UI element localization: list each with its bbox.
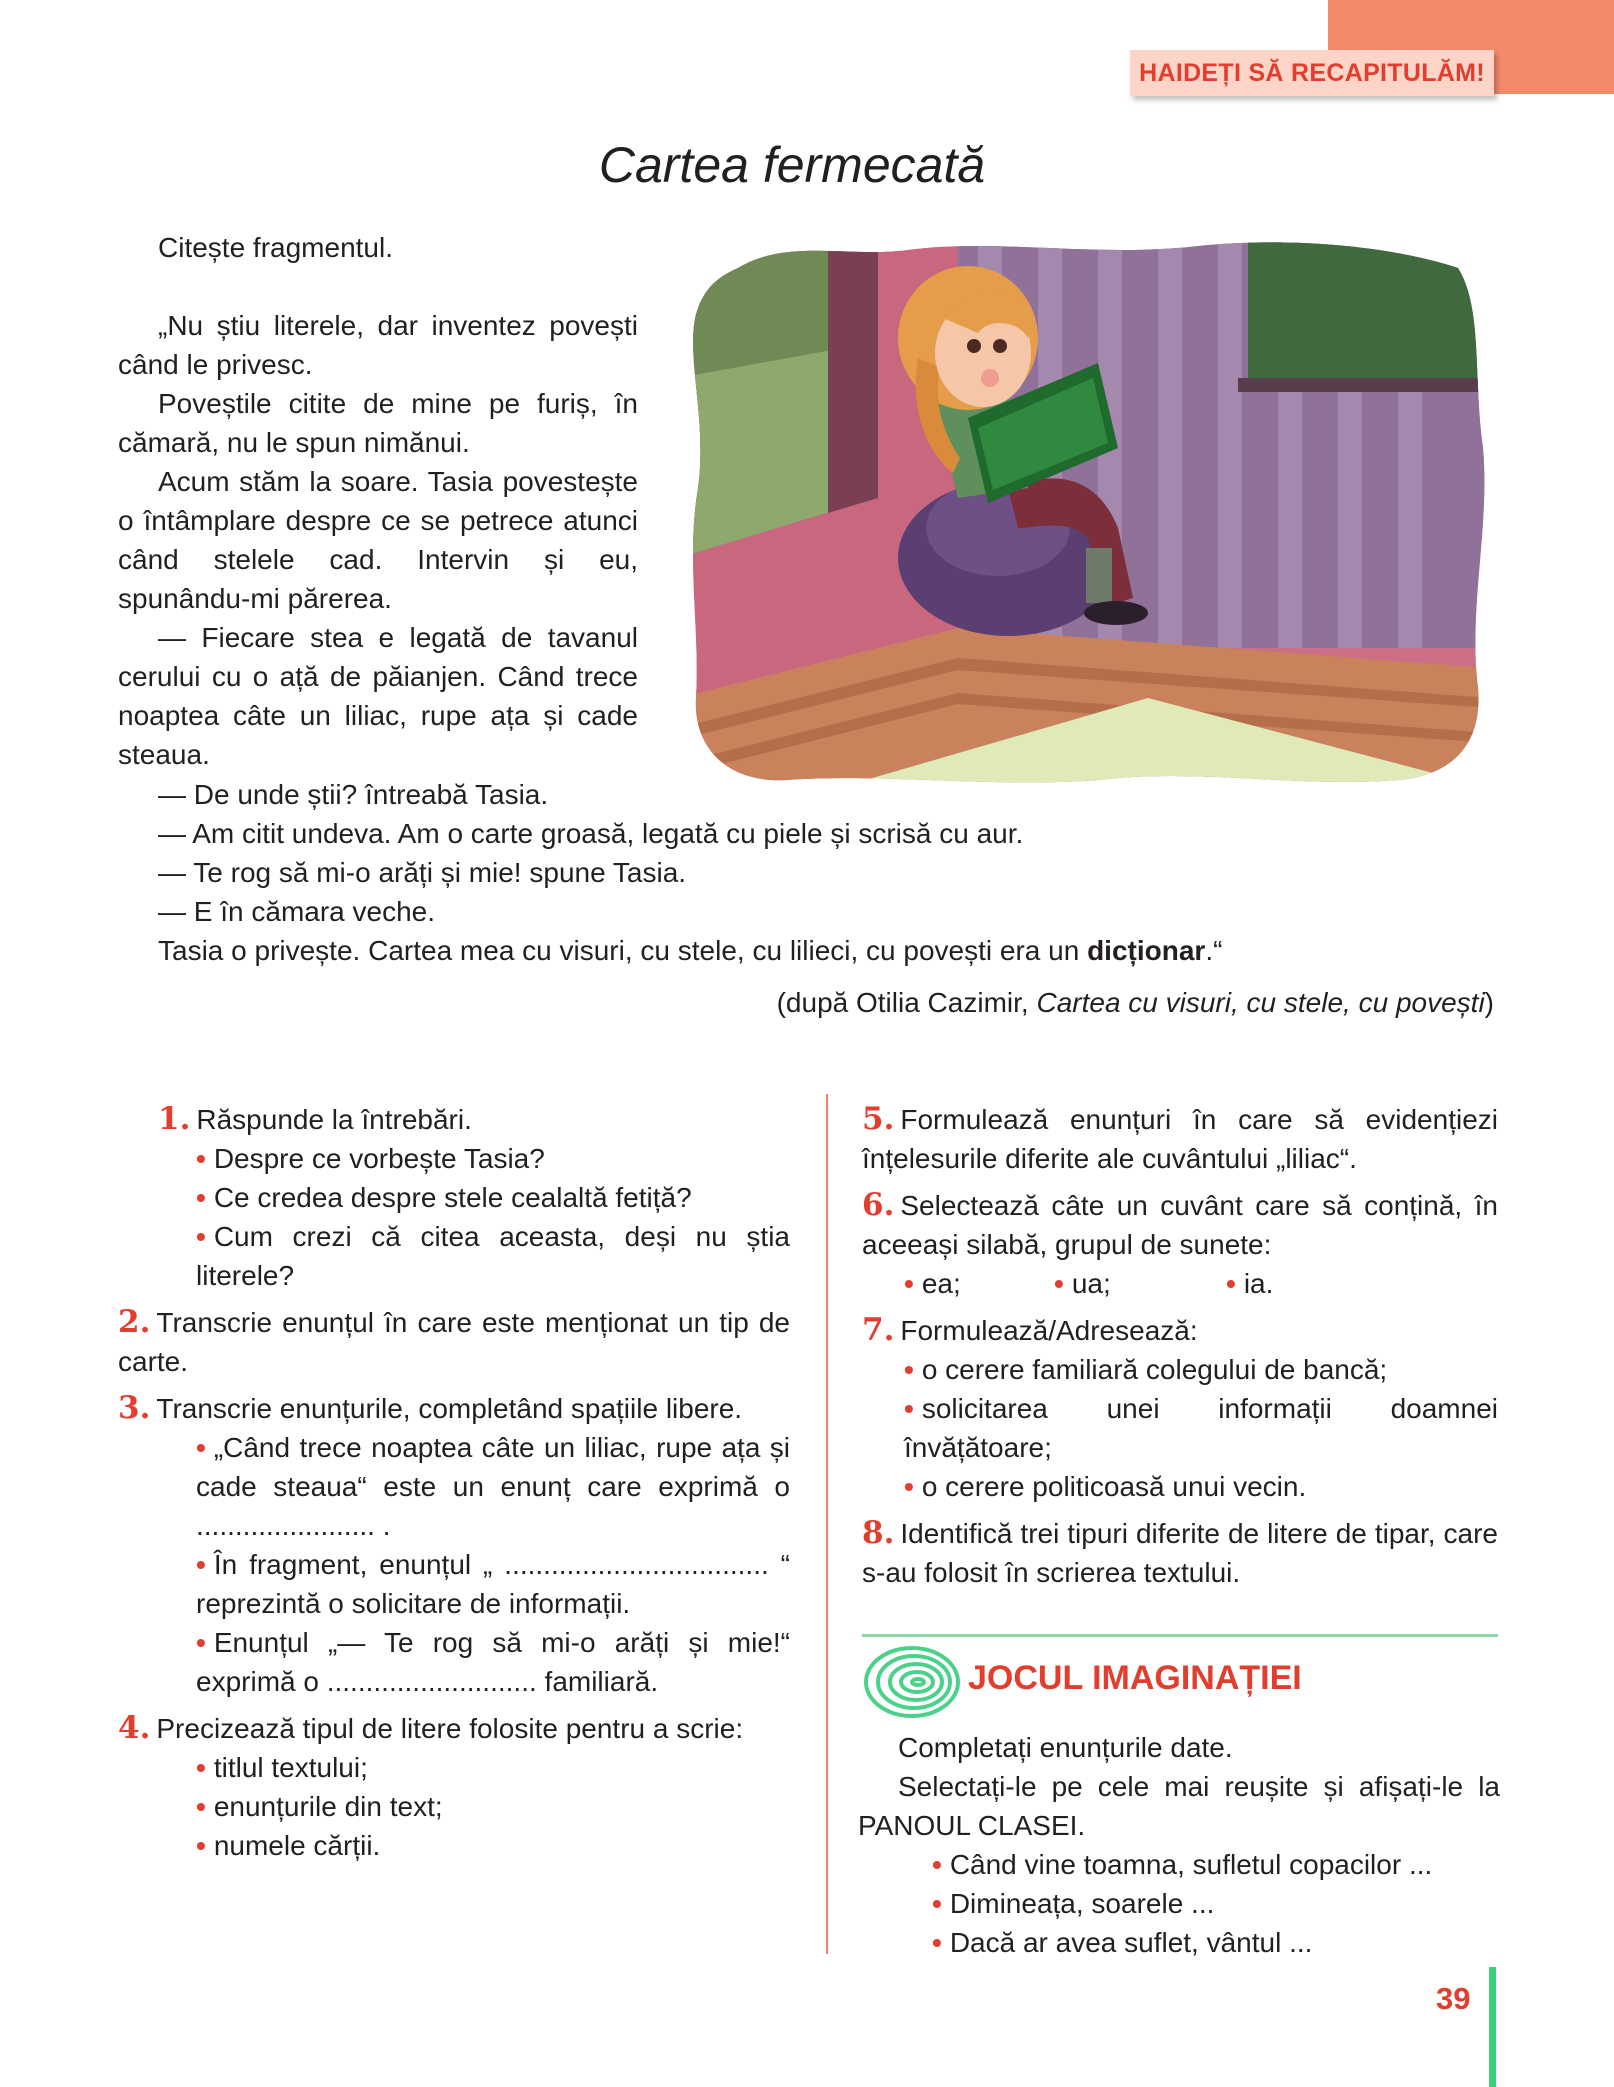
exercise-1 xyxy=(158,1100,790,1139)
list-item xyxy=(904,1467,1498,1506)
bullet-icon: • xyxy=(196,1182,206,1213)
exercise-5 xyxy=(862,1100,1498,1178)
list-item xyxy=(196,1623,790,1701)
exercise-4 xyxy=(118,1709,790,1748)
exercise-8 xyxy=(862,1514,1498,1592)
bullet-icon: • xyxy=(904,1471,914,1502)
exercise-number: 8. xyxy=(862,1515,895,1551)
list-item xyxy=(196,1748,790,1787)
bullet-icon: • xyxy=(932,1888,942,1919)
exercise-2 xyxy=(118,1303,790,1381)
girl-reading-illustration xyxy=(678,228,1490,788)
game-title: JOCUL IMAGINAȚIEI xyxy=(968,1659,1302,1697)
source-citation xyxy=(777,983,1494,1023)
exercise-number: 6. xyxy=(862,1187,895,1223)
bullet-icon: • xyxy=(196,1143,206,1174)
exercise-text: Selectează câte un cuvânt care să conțină, în aceeași silabă, grupul de sunete: xyxy=(862,1190,1498,1260)
list-item-text: Când vine toamna, sufletul copacilor ... xyxy=(949,1849,1433,1880)
list-item xyxy=(196,1139,790,1178)
bullet-icon: • xyxy=(196,1627,206,1658)
bullet-icon: • xyxy=(196,1432,206,1463)
bullet-icon: • xyxy=(904,1268,914,1299)
exercise-number: 1. xyxy=(158,1101,191,1137)
list-item-text: ia. xyxy=(1243,1268,1274,1299)
game-divider xyxy=(862,1634,1498,1637)
exercise-text: Precizează tipul de litere folosite pentru a scrie: xyxy=(156,1713,744,1744)
story-text: Tasia o privește. Cartea mea cu visuri, cu stele, cu lilieci, cu povești era un xyxy=(158,935,1088,966)
game-content xyxy=(858,1728,1500,1962)
story-paragraph: — Am citit undeva. Am o carte groasă, legată cu piele și scrisă cu aur. xyxy=(158,818,1024,849)
game-line: Selectați-le pe cele mai reușite și afișați-le la PANOUL CLASEI. xyxy=(858,1771,1500,1841)
story-paragraph: — De unde știi? întreabă Tasia. xyxy=(158,779,549,810)
list-item xyxy=(196,1787,790,1826)
exercises-right-column xyxy=(862,1100,1498,1600)
list-item xyxy=(932,1923,1500,1962)
exercise-6 xyxy=(862,1186,1498,1264)
list-item-text: Despre ce vorbește Tasia? xyxy=(213,1143,545,1174)
section-label: HAIDEȚI SĂ RECAPITULĂM! xyxy=(1130,50,1494,96)
story-paragraph: „Nu știu literele, dar inventez povești când le privesc. xyxy=(118,310,638,380)
side-accent-bar xyxy=(1489,1967,1496,2087)
list-item xyxy=(932,1845,1500,1884)
bullet-icon: • xyxy=(1054,1268,1064,1299)
list-item-text: Dimineața, soarele ... xyxy=(949,1888,1215,1919)
list-item-text: solicitarea unei informații doamnei învățătoare; xyxy=(904,1393,1498,1463)
list-item xyxy=(904,1389,1498,1467)
list-item xyxy=(196,1545,790,1623)
list-item-text: titlul textului; xyxy=(213,1752,368,1783)
exercise-text: Transcrie enunțul în care este menționat un tip de carte. xyxy=(118,1307,790,1377)
list-item xyxy=(904,1264,1054,1303)
list-item-text: În fragment, enunțul „ .................................. “ reprezintă o solicitare de informații. xyxy=(196,1549,790,1619)
story-paragraph: — E în cămara veche. xyxy=(158,896,436,927)
bullet-icon: • xyxy=(932,1849,942,1880)
story-paragraph: — Te rog să mi-o arăți și mie! spune Tasia. xyxy=(158,857,687,888)
list-item-text: ea; xyxy=(921,1268,961,1299)
bullet-icon: • xyxy=(196,1549,206,1580)
bullet-icon: • xyxy=(1226,1268,1236,1299)
story-text: .“ xyxy=(1205,935,1223,966)
page-title: Cartea fermecată xyxy=(598,137,986,193)
game-line: Completați enunțurile date. xyxy=(898,1732,1233,1763)
source-book-title: Cartea cu visuri, cu stele, cu povești xyxy=(1036,987,1485,1018)
list-item-text: „Când trece noaptea câte un liliac, rupe ața și cade steaua“ este un enunț care exprimă o ....................... . xyxy=(196,1432,790,1541)
source-suffix: ) xyxy=(1484,987,1494,1018)
exercise-3 xyxy=(118,1389,790,1428)
exercise-number: 7. xyxy=(862,1312,895,1348)
story-paragraph: Acum stăm la soare. Tasia povestește o întâmplare despre ce se petrece atunci când stelele cad. Intervin și eu, spunându-mi părerea. xyxy=(118,466,638,614)
list-item-text: Dacă ar avea suflet, vântul ... xyxy=(949,1927,1313,1958)
story-fragment-top xyxy=(118,306,638,774)
bullet-icon: • xyxy=(904,1393,914,1424)
spiral-icon xyxy=(862,1644,962,1720)
list-item xyxy=(1226,1264,1273,1303)
list-item xyxy=(932,1884,1500,1923)
list-item xyxy=(1054,1264,1226,1303)
bullet-icon: • xyxy=(932,1927,942,1958)
list-item-text: o cerere familiară colegului de bancă; xyxy=(921,1354,1388,1385)
list-item-text: Enunțul „— Te rog să mi-o arăți și mie!“ exprimă o ........................... familiară. xyxy=(196,1627,790,1697)
source-prefix: (după Otilia Cazimir, xyxy=(776,987,1037,1018)
list-item-text: ua; xyxy=(1071,1268,1111,1299)
syllable-groups xyxy=(904,1264,1498,1303)
bullet-icon: • xyxy=(196,1752,206,1783)
list-item-text: Ce credea despre stele cealaltă fetiță? xyxy=(213,1182,692,1213)
exercise-number: 3. xyxy=(118,1390,151,1426)
exercise-number: 2. xyxy=(118,1304,151,1340)
list-item xyxy=(196,1826,790,1865)
exercise-text: Formulează enunțuri în care să evidențiezi înțelesurile diferite ale cuvântului „liliac“. xyxy=(862,1104,1498,1174)
story-paragraph-last xyxy=(118,931,1518,970)
story-paragraph: — Fiecare stea e legată de tavanul cerului cu o ață de păianjen. Când trece noaptea câte un liliac, rupe ața și cade steaua. xyxy=(118,622,638,770)
intro-instruction: Citește fragmentul. xyxy=(158,232,393,263)
exercise-7 xyxy=(862,1311,1498,1350)
list-item-text: enunțurile din text; xyxy=(213,1791,443,1822)
exercise-text: Identifică trei tipuri diferite de litere de tipar, care s-au folosit în scrierea textului. xyxy=(862,1518,1498,1588)
list-item-text: Cum crezi că citea aceasta, deși nu știa literele? xyxy=(196,1221,790,1291)
column-divider xyxy=(826,1094,828,1954)
page-number: 39 xyxy=(1436,1981,1471,2016)
exercise-number: 5. xyxy=(862,1101,895,1137)
story-bold-word: dicționar xyxy=(1087,935,1206,966)
story-paragraph: Poveștile citite de mine pe furiș, în cămară, nu le spun nimănui. xyxy=(118,388,638,458)
list-item-text: o cerere politicoasă unui vecin. xyxy=(921,1471,1307,1502)
exercises-left-column xyxy=(118,1100,790,1865)
exercise-text: Răspunde la întrebări. xyxy=(196,1104,472,1135)
list-item-text: numele cărții. xyxy=(213,1830,381,1861)
bullet-icon: • xyxy=(196,1830,206,1861)
story-fragment-bottom xyxy=(118,775,1518,970)
bullet-icon: • xyxy=(196,1221,206,1252)
bullet-icon: • xyxy=(904,1354,914,1385)
list-item xyxy=(196,1217,790,1295)
list-item xyxy=(196,1178,790,1217)
list-item xyxy=(904,1350,1498,1389)
exercise-number: 4. xyxy=(118,1710,151,1746)
bullet-icon: • xyxy=(196,1791,206,1822)
exercise-text: Transcrie enunțurile, completând spațiile libere. xyxy=(156,1393,743,1424)
exercise-text: Formulează/Adresează: xyxy=(900,1315,1198,1346)
list-item xyxy=(196,1428,790,1545)
